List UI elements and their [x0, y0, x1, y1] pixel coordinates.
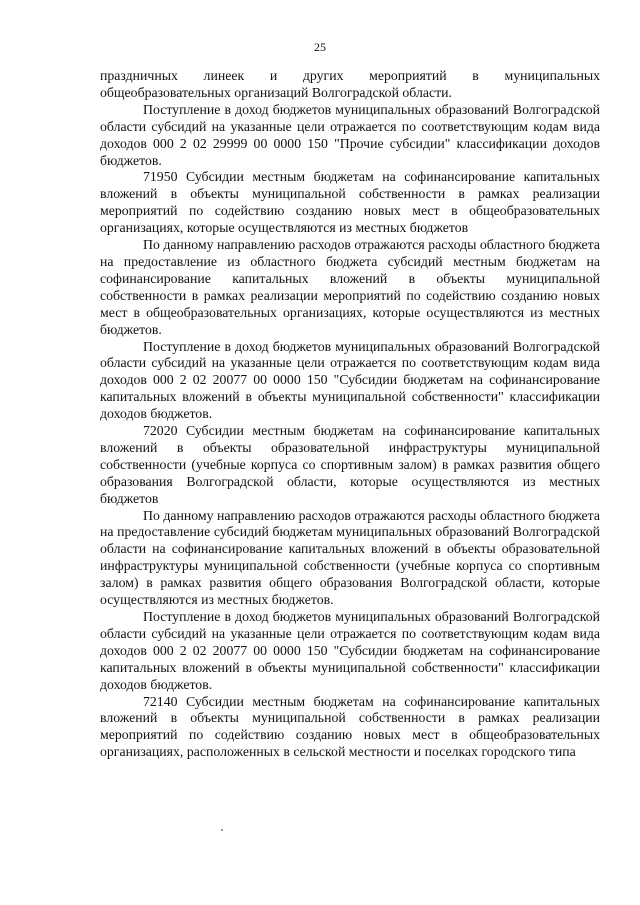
section-heading-72140: 72140 Субсидии местным бюджетам на софинансирование капитальных вложений в объекты муниципальной собственности в рамках реализации мероприятий по содействию созданию новых мест в общеобразовательных организациях, расположенных в сельской местности и поселках городского типа — [100, 693, 600, 760]
section-heading-71950: 71950 Субсидии местным бюджетам на софинансирование капитальных вложений в объекты муниципальной собственности в рамках реализации мероприятий по содействию созданию новых мест в общеобразовательных организациях, которые осуществляются из местных бюджетов — [100, 169, 600, 236]
scan-speck — [221, 829, 223, 831]
paragraph: праздничных линеек и других мероприятий в муниципальных общеобразовательных организаций Волгоградской области. — [100, 68, 600, 100]
paragraph: Поступление в доход бюджетов муниципальных образований Волгоградской области субсидий на указанные цели отражается по соответствующим кодам вида доходов 000 2 02 20077 00 0000 150 "Субсидии бюджетам на софинансирование капитальных вложений в объекты муниципальной собственности" классификации доходов бюджетов. — [100, 338, 600, 422]
document-body — [100, 68, 600, 761]
paragraph: Поступление в доход бюджетов муниципальных образований Волгоградской области субсидий на указанные цели отражается по соответствующим кодам вида доходов 000 2 02 29999 00 0000 150 "Прочие субсидии" классификации доходов бюджетов. — [100, 101, 600, 168]
paragraph: По данному направлению расходов отражаются расходы областного бюджета на предоставление субсидий бюджетам муниципальных образований Волгоградской области на софинансирование капитальных вложений в объекты образовательной инфраструктуры муниципальной собственности (учебные корпуса со спортивным залом) в рамках развития общего образования Волгоградской области, которые осуществляются из местных бюджетов. — [100, 507, 600, 608]
page-number: 25 — [314, 40, 326, 54]
paragraph: По данному направлению расходов отражаются расходы областного бюджета на предоставление из областного бюджета субсидий местным бюджетам на софинансирование капитальных вложений в объекты муниципальной собственности в рамках реализации мероприятий по содействию созданию новых мест в общеобразовательных организациях, которые осуществляются из местных бюджетов. — [100, 237, 600, 337]
section-heading-72020: 72020 Субсидии местным бюджетам на софинансирование капитальных вложений в объекты образовательной инфраструктуры муниципальной собственности (учебные корпуса со спортивным залом) в рамках развития общего образования Волгоградской области, которые осуществляются из местных бюджетов — [100, 423, 600, 506]
paragraph: Поступление в доход бюджетов муниципальных образований Волгоградской области субсидий на указанные цели отражается по соответствующим кодам вида доходов 000 2 02 20077 00 0000 150 "Субсидии бюджетам на софинансирование капитальных вложений в объекты муниципальной собственности" классификации доходов бюджетов. — [100, 609, 600, 692]
